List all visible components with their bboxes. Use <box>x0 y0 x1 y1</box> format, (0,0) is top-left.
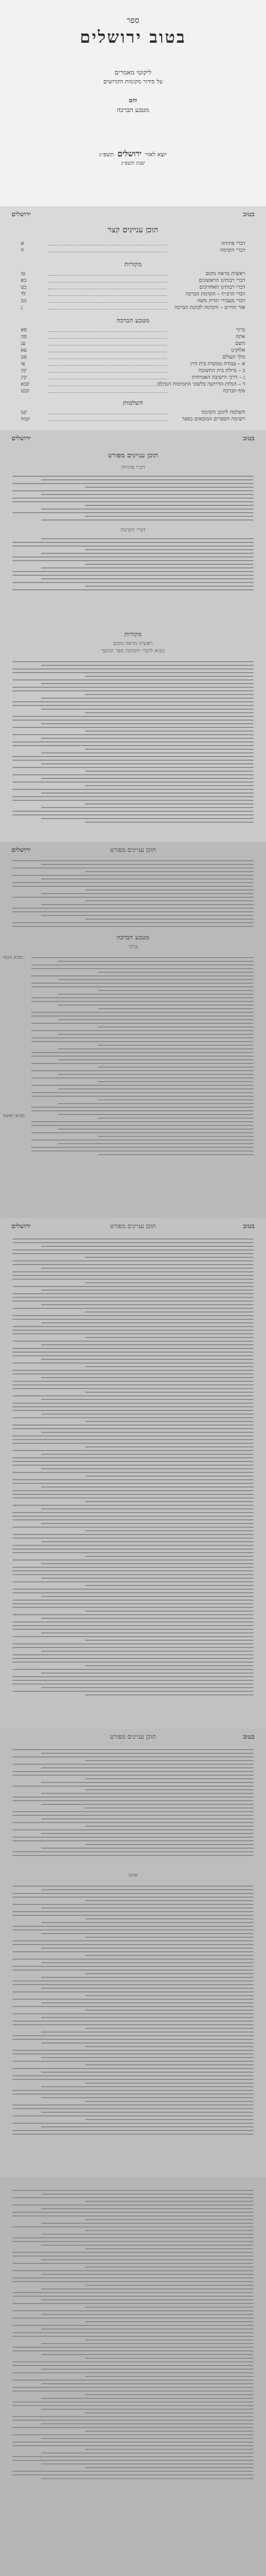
dot-leader <box>48 295 167 296</box>
page-header-center: תוכן עניינים מפורט <box>110 1222 156 1230</box>
side-note-2: מבוא ראשון <box>3 1113 25 1119</box>
toc-entry-page: עג <box>21 341 26 346</box>
toc-hashlamot-list <box>21 410 245 423</box>
detailed-toc-scan-1 <box>0 430 266 842</box>
toc-entry-title: מלך העולם <box>222 354 245 360</box>
toc-entry-page: קכט <box>21 388 30 394</box>
toc-entry-title: דברי רבותינו הראשונים <box>199 278 245 283</box>
section-hashlamot: השלמות <box>123 399 143 406</box>
text-lines <box>31 955 253 1158</box>
dot-leader <box>48 392 167 393</box>
subsection-petiha: דברי פתיחה <box>121 465 145 470</box>
toc-row <box>21 368 245 375</box>
text-lines <box>13 1883 253 2137</box>
detailed-toc-scan-4 <box>0 1729 266 2177</box>
detailed-toc-scan-2 <box>0 842 266 1218</box>
publisher-label: יוצא לאור <box>145 151 167 158</box>
toc-row <box>21 410 245 416</box>
toc-entry-page: כא <box>21 278 27 283</box>
detailed-toc-scan-5 <box>0 2177 266 2576</box>
subsection-baruch: ברוך <box>128 944 138 950</box>
page-header-right: בטוב <box>243 210 255 218</box>
toc-entry-title: ד – הגלות הדרושה בלשוני התמימות הגדולה <box>157 381 245 387</box>
page-header-right: בטוב <box>243 1733 255 1740</box>
section-mekorot: מקורות <box>124 630 142 638</box>
dot-leader <box>48 275 167 276</box>
page-header-right: בטוב <box>243 435 255 442</box>
side-note-1: מבוא הכנה <box>3 955 23 960</box>
short-toc-title: תוכן עניינים קצר <box>107 225 159 234</box>
publisher-place: ירושלים <box>117 149 142 158</box>
publisher-line <box>0 149 266 159</box>
toc-entry-title: דברי הקדמה <box>220 247 245 253</box>
dot-leader <box>48 331 167 332</box>
detailed-toc-scan-3 <box>0 1218 266 1729</box>
publisher-year-suffix: תשפ״ג <box>99 151 114 158</box>
toc-entry-title: דברי הרב״ח – הקדמת הברכה <box>185 291 245 297</box>
toc-row <box>21 278 245 284</box>
dot-leader <box>48 420 167 421</box>
text-lines <box>13 2187 253 2482</box>
text-lines <box>13 858 253 930</box>
toc-entry-page: קכא <box>21 381 30 387</box>
toc-entry-title: אתה <box>236 334 245 340</box>
toc-entry-title: אלוקינו <box>231 348 245 353</box>
page-header-left: ירושלים <box>11 846 31 853</box>
toc-row <box>21 327 245 334</box>
toc-entry-page: צז <box>21 361 26 367</box>
text-lines <box>13 473 253 523</box>
toc-entry-page: פא <box>21 348 27 353</box>
page-header-center: תוכן עניינים מפורט <box>110 1733 156 1740</box>
toc-entry-page: קמ <box>21 410 27 415</box>
page-header-center: תוכן עניינים מפורט <box>110 846 156 853</box>
toc-entry-title: ברוך <box>236 327 245 333</box>
subsection-ata: אתה <box>128 1873 138 1878</box>
subsection-mavo: מבוא לדברי הקדמת ספר המשך <box>101 648 165 654</box>
text-lines <box>13 1236 253 1698</box>
toc-entry-page: ח <box>21 247 24 253</box>
detailed-toc-title: תוכן עניינים מפורט <box>107 452 159 460</box>
toc-entry-page: כט <box>21 284 27 290</box>
toc-row <box>21 354 245 361</box>
text-lines <box>13 536 253 593</box>
toc-row <box>21 416 245 423</box>
title-page-scan <box>0 0 266 206</box>
toc-row <box>21 375 245 381</box>
section-matbea: מטבע הברכה <box>116 317 150 324</box>
toc-entry-title: סוף הברכה <box>223 388 245 394</box>
toc-entry-page: נ <box>21 305 23 311</box>
toc-entry-title: השלמה לתוכן הקדמה <box>201 410 245 415</box>
toc-entry-title: השם <box>235 341 245 346</box>
toc-row <box>21 247 245 254</box>
text-lines <box>13 659 253 825</box>
toc-entry-page: א <box>21 241 25 246</box>
toc-entry-title: ב – גדולת בית התשובה <box>198 368 245 374</box>
toc-entry-title: דברי מעבירי תורת משה <box>197 298 245 304</box>
toc-entry-title: אור החיים – הקדמה לכוונת הברכה <box>174 305 245 311</box>
page-header-left: ירושלים <box>11 1222 31 1230</box>
toc-entry-page: קיג <box>21 375 27 380</box>
toc-row <box>21 291 245 298</box>
toc-entry-title: ג – דרכי הישיבה האמיתית <box>191 375 245 380</box>
dot-leader <box>48 338 167 339</box>
toc-row <box>21 305 245 312</box>
toc-entry-page: מב <box>21 298 27 304</box>
matbea-label: מטבע הברכה <box>116 106 150 114</box>
vheim-label: והם <box>128 97 137 104</box>
toc-row <box>21 271 245 278</box>
toc-entry-page: טו <box>21 271 26 277</box>
toc-row <box>21 284 245 291</box>
year-line: שנת תשפ״ג <box>121 160 145 166</box>
toc-entry-title: ראשית מראה מקום <box>205 271 245 277</box>
page-header-right: בטוב <box>243 1222 255 1230</box>
toc-entry-page: סה <box>21 334 27 340</box>
toc-entry-title: רשימת הספרים המובאים בספר <box>182 416 245 422</box>
toc-row <box>21 388 245 395</box>
section-mekorot: מקורות <box>124 261 142 268</box>
toc-matbea-list <box>21 327 245 395</box>
page-header-left: ירושלים <box>11 210 31 218</box>
book-subtitle-2: על סידור מקומות הקדושים <box>103 78 163 85</box>
toc-entry-title: דברי רבותינו האחרונים <box>199 284 245 290</box>
dot-leader <box>48 358 167 359</box>
toc-row <box>21 341 245 348</box>
toc-entry-page: לד <box>21 291 26 297</box>
subsection-mareh: ראשית מראה מקום <box>113 641 153 647</box>
toc-row <box>21 361 245 368</box>
toc-row <box>21 381 245 388</box>
toc-mekorot-list <box>21 271 245 312</box>
subsection-hakdama: דברי הקדמה <box>120 527 146 533</box>
text-lines <box>13 1747 253 1859</box>
toc-row <box>21 298 245 305</box>
toc-entry-title: דברי פתיחה <box>221 241 245 246</box>
page-header-left: ירושלים <box>11 435 31 442</box>
toc-intro-list <box>21 241 245 254</box>
toc-entry-page: פט <box>21 354 27 360</box>
short-toc-scan <box>0 206 266 430</box>
book-title: בטוב ירושלים <box>80 27 186 47</box>
section-matbea: מטבע הברכה <box>116 934 150 941</box>
toc-row <box>21 334 245 341</box>
dot-leader <box>48 365 167 366</box>
toc-entry-page: סא <box>21 327 27 333</box>
dot-leader <box>48 372 167 373</box>
dot-leader <box>48 302 167 303</box>
toc-row <box>21 241 245 247</box>
toc-entry-page: קה <box>21 368 27 374</box>
toc-entry-page: קמח <box>21 416 30 422</box>
sefer-label: ספר <box>127 16 139 25</box>
toc-row <box>21 348 245 354</box>
book-subtitle: ליקוטי מאמרים <box>114 69 152 76</box>
toc-entry-title: א – עבודה ממשית בית היין <box>190 361 245 367</box>
